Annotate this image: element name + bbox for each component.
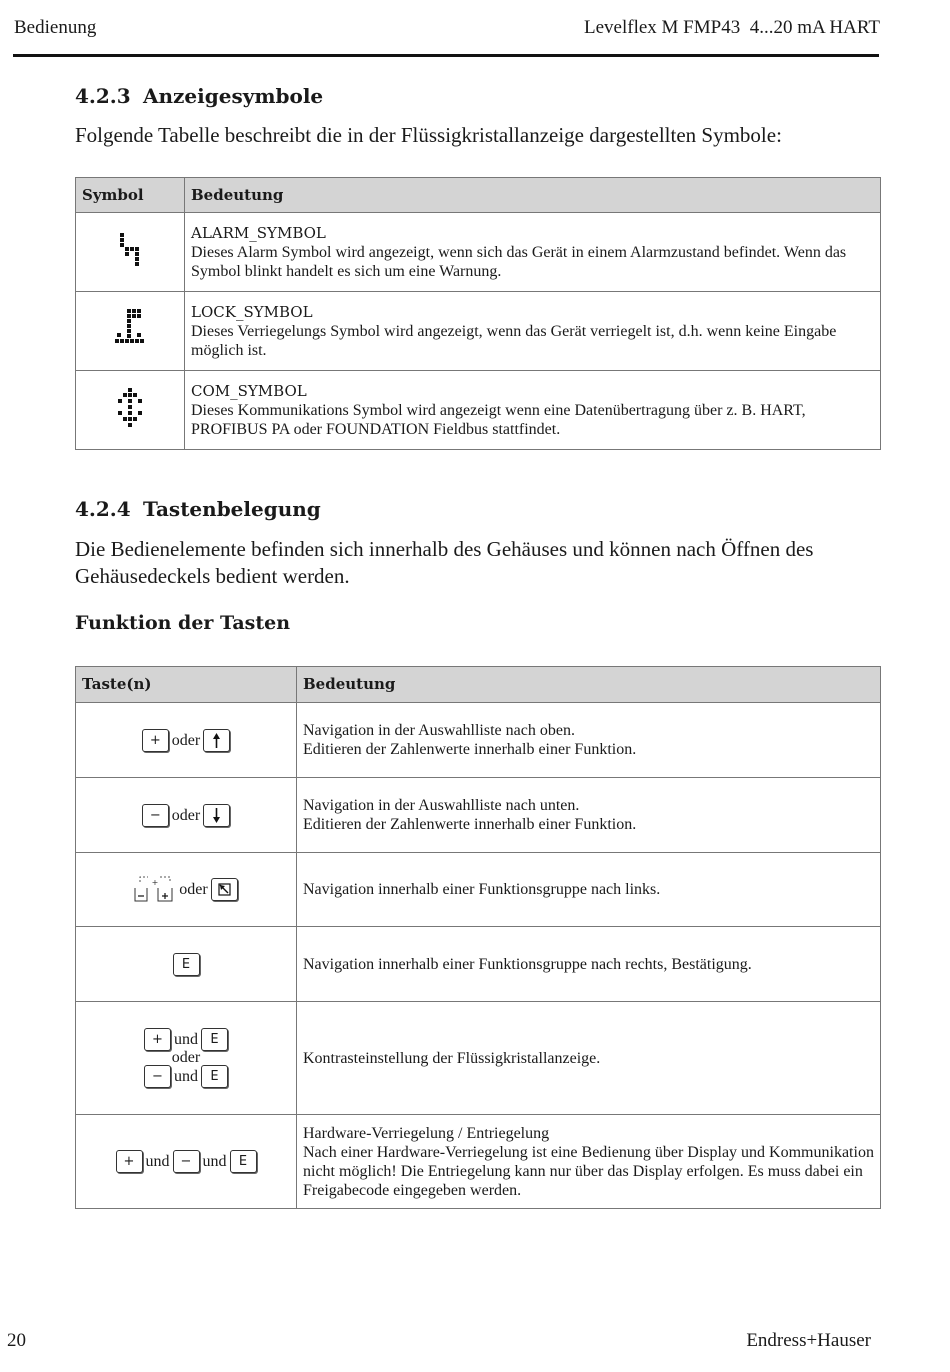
- table-row: [76, 371, 881, 450]
- meaning-cell: [297, 703, 881, 778]
- meaning-cell: [185, 213, 881, 292]
- meaning-cell: [297, 778, 881, 853]
- table-header-row: [76, 178, 881, 213]
- brand-name: Endress+Hauser: [746, 1330, 871, 1351]
- key-combo: [80, 1028, 292, 1051]
- symbol-description: Dieses Verriegelungs Symbol wird angezeigt, wenn das Gerät verriegelt ist, d.h. wenn keine Eingabe möglich ist.: [191, 322, 837, 359]
- meaning-line: Kontrasteinstellung der Flüssigkristallanzeige.: [303, 1049, 601, 1067]
- meaning-line: Navigation innerhalb einer Funktionsgruppe nach rechts, Bestätigung.: [303, 955, 752, 973]
- meaning-line: Hardware-Verriegelung / Entriegelung: [303, 1124, 550, 1142]
- column-header-keys: Taste(n): [76, 667, 297, 703]
- down-arrow-icon: [203, 804, 230, 827]
- symbol-name: LOCK_SYMBOL: [191, 302, 313, 321]
- subheading-funktion-der-tasten: Funktion der Tasten: [75, 612, 291, 634]
- meaning-cell: [297, 1002, 881, 1115]
- com-symbol-icon: [116, 388, 144, 428]
- connector-word: und: [174, 1068, 198, 1085]
- enter-key: E: [201, 1065, 228, 1088]
- section-title: Anzeigesymbole: [143, 84, 324, 108]
- connector-word: und: [145, 1153, 170, 1170]
- enter-key: E: [173, 953, 200, 976]
- table-row: [76, 213, 881, 292]
- symbol-description: Dieses Alarm Symbol wird angezeigt, wenn sich das Gerät in einem Alarmzustand befindet. Wenn das Symbol blinkt handelt es sich um eine Warnung.: [191, 243, 847, 280]
- up-arrow-icon: [203, 729, 230, 752]
- table-row: [76, 853, 881, 927]
- table-header-row: [76, 667, 881, 703]
- minus-key: −: [144, 1065, 171, 1088]
- column-header-meaning: Bedeutung: [297, 667, 881, 703]
- section-heading-anzeigesymbole: [75, 84, 323, 108]
- connector-word: und: [174, 1031, 198, 1048]
- running-header-section: Bedienung: [14, 17, 97, 38]
- connector-word: oder: [179, 881, 208, 898]
- meaning-cell: [297, 927, 881, 1002]
- enter-key: E: [230, 1150, 257, 1173]
- escape-icon: [211, 878, 238, 901]
- plus-key: +: [116, 1150, 143, 1173]
- page-number: 20: [7, 1330, 26, 1351]
- meaning-line: Editieren der Zahlenwerte innerhalb einer Funktion.: [303, 741, 637, 758]
- minus-key: −: [173, 1150, 200, 1173]
- table-row: [76, 1115, 881, 1209]
- plus-key: +: [144, 1028, 171, 1051]
- section-title: Tastenbelegung: [143, 497, 321, 521]
- running-header-product: Levelflex M FMP43 4...20 mA HART: [584, 17, 880, 38]
- symbol-cell: [76, 213, 185, 292]
- meaning-cell: [185, 371, 881, 450]
- symbol-cell: [76, 371, 185, 450]
- symbol-cell: [76, 292, 185, 371]
- meaning-cell: [297, 1115, 881, 1209]
- symbol-description: Dieses Kommunikations Symbol wird angezeigt wenn eine Datenübertragung über z. B. HART, PROFIBUS PA oder FOUNDATION Fieldbus stattfindet.: [191, 401, 806, 438]
- connector-word: oder: [171, 1049, 201, 1066]
- symbol-name: ALARM_SYMBOL: [191, 223, 326, 242]
- keys-cell: [76, 1115, 297, 1209]
- section-heading-tastenbelegung: [75, 497, 321, 521]
- symbol-table: [75, 177, 881, 450]
- minus-plus-key: [134, 876, 176, 904]
- meaning-line: Editieren der Zahlenwerte innerhalb einer Funktion.: [303, 816, 637, 833]
- meaning-line: Navigation in der Auswahlliste nach unten.: [303, 797, 580, 814]
- table-row: [76, 292, 881, 371]
- meaning-cell: [297, 853, 881, 927]
- meaning-line: Navigation innerhalb einer Funktionsgruppe nach links.: [303, 881, 661, 898]
- meaning-cell: [185, 292, 881, 371]
- table-row: [76, 778, 881, 853]
- connector-word: und: [202, 1153, 227, 1170]
- section-number: 4.2.4: [75, 497, 131, 521]
- section-intro: Folgende Tabelle beschreibt die in der Flüssigkristallanzeige dargestellten Symbole:: [75, 123, 782, 147]
- connector-word: oder: [171, 731, 201, 749]
- minus-key: −: [142, 804, 169, 827]
- keys-cell: [76, 927, 297, 1002]
- section-intro: Die Bedienelemente befinden sich innerhalb des Gehäuses und können nach Öffnen des Gehäusedeckels bedient werden.: [75, 537, 814, 588]
- lock-symbol-icon: [115, 309, 145, 349]
- table-row: [76, 1002, 881, 1115]
- meaning-line: Navigation in der Auswahlliste nach oben.: [303, 722, 575, 739]
- table-row: [76, 927, 881, 1002]
- alarm-symbol-icon: [120, 233, 140, 267]
- meaning-line: Nach einer Hardware-Verriegelung ist eine Bedienung über Display und Kommunikation nicht möglich! Die Entriegelung kann nur über das Display erfolgen. Es muss dabei ein Freigabecode eingegeben werden.: [303, 1143, 874, 1199]
- plus-key: +: [142, 729, 169, 752]
- keys-cell: [76, 778, 297, 853]
- svg-text:+: +: [151, 877, 159, 887]
- keys-cell: [76, 703, 297, 778]
- header-rule: [13, 54, 879, 57]
- connector-word: oder: [171, 806, 201, 824]
- section-number: 4.2.3: [75, 84, 131, 108]
- column-header-meaning: Bedeutung: [185, 178, 881, 213]
- symbol-name: COM_SYMBOL: [191, 381, 307, 400]
- keys-cell: [76, 853, 297, 927]
- table-row: [76, 703, 881, 778]
- key-combo: [80, 1065, 292, 1088]
- column-header-symbol: Symbol: [76, 178, 185, 213]
- key-table: [75, 666, 881, 1209]
- enter-key: E: [201, 1028, 228, 1051]
- keys-cell: [76, 1002, 297, 1115]
